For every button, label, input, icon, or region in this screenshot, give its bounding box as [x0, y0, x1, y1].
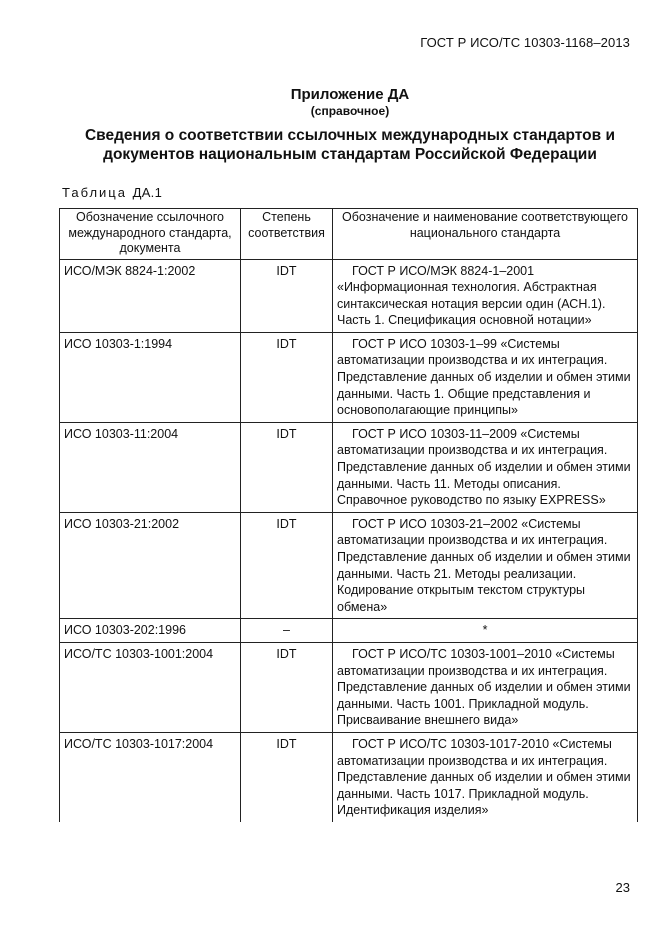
- degree-of-correspondence: IDT: [241, 422, 333, 512]
- page-number: 23: [615, 880, 630, 895]
- section-heading-line-2: документов национальным стандартам Российской Федерации: [103, 146, 597, 163]
- table-row: [60, 642, 638, 732]
- table-row: [60, 512, 638, 619]
- national-standard-text: ГОСТ Р ИСО/ТС 10303-1017-2010 «Системы автоматизации производства и их интеграция. Представление данных об изделии и обмен этими данными. Часть 1017. Прикладной модуль. Идентификация изделия»: [337, 736, 631, 818]
- degree-of-correspondence: IDT: [241, 512, 333, 619]
- national-standard-cell: [333, 512, 638, 619]
- column-header-national-standard: Обозначение и наименование соответствующего национального стандарта: [333, 209, 638, 260]
- national-standard-cell: [333, 422, 638, 512]
- table-caption-number: ДА.1: [132, 185, 163, 200]
- appendix-subtitle: (справочное): [310, 104, 390, 118]
- appendix-title: Приложение ДА: [290, 86, 410, 103]
- table-row: [60, 619, 638, 643]
- national-standard-cell: [333, 619, 638, 643]
- national-standard-cell: [333, 332, 638, 422]
- column-header-international-standard: Обозначение ссылочного международного стандарта, документа: [60, 209, 241, 260]
- national-standard-cell: [333, 732, 638, 821]
- international-standard-code: ИСО 10303-11:2004: [60, 422, 241, 512]
- international-standard-code: ИСО 10303-21:2002: [60, 512, 241, 619]
- table-caption-label: Таблица: [62, 185, 127, 200]
- degree-of-correspondence: IDT: [241, 732, 333, 821]
- table-row: [60, 732, 638, 821]
- document-code-header: ГОСТ Р ИСО/ТС 10303-1168–2013: [420, 35, 630, 50]
- table-caption: [62, 185, 162, 200]
- degree-of-correspondence: IDT: [241, 332, 333, 422]
- table-row: [60, 422, 638, 512]
- standards-correspondence-table: [59, 208, 638, 822]
- section-heading: [40, 126, 660, 164]
- international-standard-code: ИСО 10303-1:1994: [60, 332, 241, 422]
- national-standard-text: ГОСТ Р ИСО 10303-11–2009 «Системы автоматизации производства и их интеграция. Представление данных об изделии и обмен этими данными. Часть 11. Методы описания. Справочное руководство по языку EXPRESS»: [337, 426, 631, 508]
- national-standard-text: ГОСТ Р ИСО 10303-21–2002 «Системы автоматизации производства и их интеграция. Представление данных об изделии и обмен этими данными. Часть 21. Методы реализации. Кодирование открытым текстом структуры обмена»: [337, 516, 631, 614]
- degree-of-correspondence: IDT: [241, 259, 333, 332]
- international-standard-code: ИСО 10303-202:1996: [60, 619, 241, 643]
- table-row: [60, 259, 638, 332]
- column-header-degree: Степень соответствия: [241, 209, 333, 260]
- national-standard-text: ГОСТ Р ИСО/ТС 10303-1001–2010 «Системы автоматизации производства и их интеграция. Представление данных об изделии и обмен этими данными. Часть 1001. Прикладной модуль. Присваивание внешнего вида»: [337, 646, 631, 728]
- international-standard-code: ИСО/ТС 10303-1001:2004: [60, 642, 241, 732]
- degree-of-correspondence: IDT: [241, 642, 333, 732]
- degree-of-correspondence: –: [241, 619, 333, 643]
- section-heading-line-1: Сведения о соответствии ссылочных международных стандартов и: [84, 127, 616, 144]
- national-standard-cell: [333, 259, 638, 332]
- national-standard-cell: [333, 642, 638, 732]
- table-row: [60, 332, 638, 422]
- international-standard-code: ИСО/МЭК 8824-1:2002: [60, 259, 241, 332]
- international-standard-code: ИСО/ТС 10303-1017:2004: [60, 732, 241, 821]
- national-standard-text: ГОСТ Р ИСО 10303-1–99 «Системы автоматизации производства и их интеграция. Представление данных об изделии и обмен этими данными. Часть 1. Общие представления и основополагающие принципы»: [337, 336, 631, 418]
- table-header-row: [60, 209, 638, 260]
- national-standard-text: ГОСТ Р ИСО/МЭК 8824-1–2001 «Информационная технология. Абстрактная синтаксическая нотация версии один (АСН.1). Часть 1. Спецификация основной нотации»: [337, 263, 606, 328]
- national-standard-text: *: [482, 623, 488, 638]
